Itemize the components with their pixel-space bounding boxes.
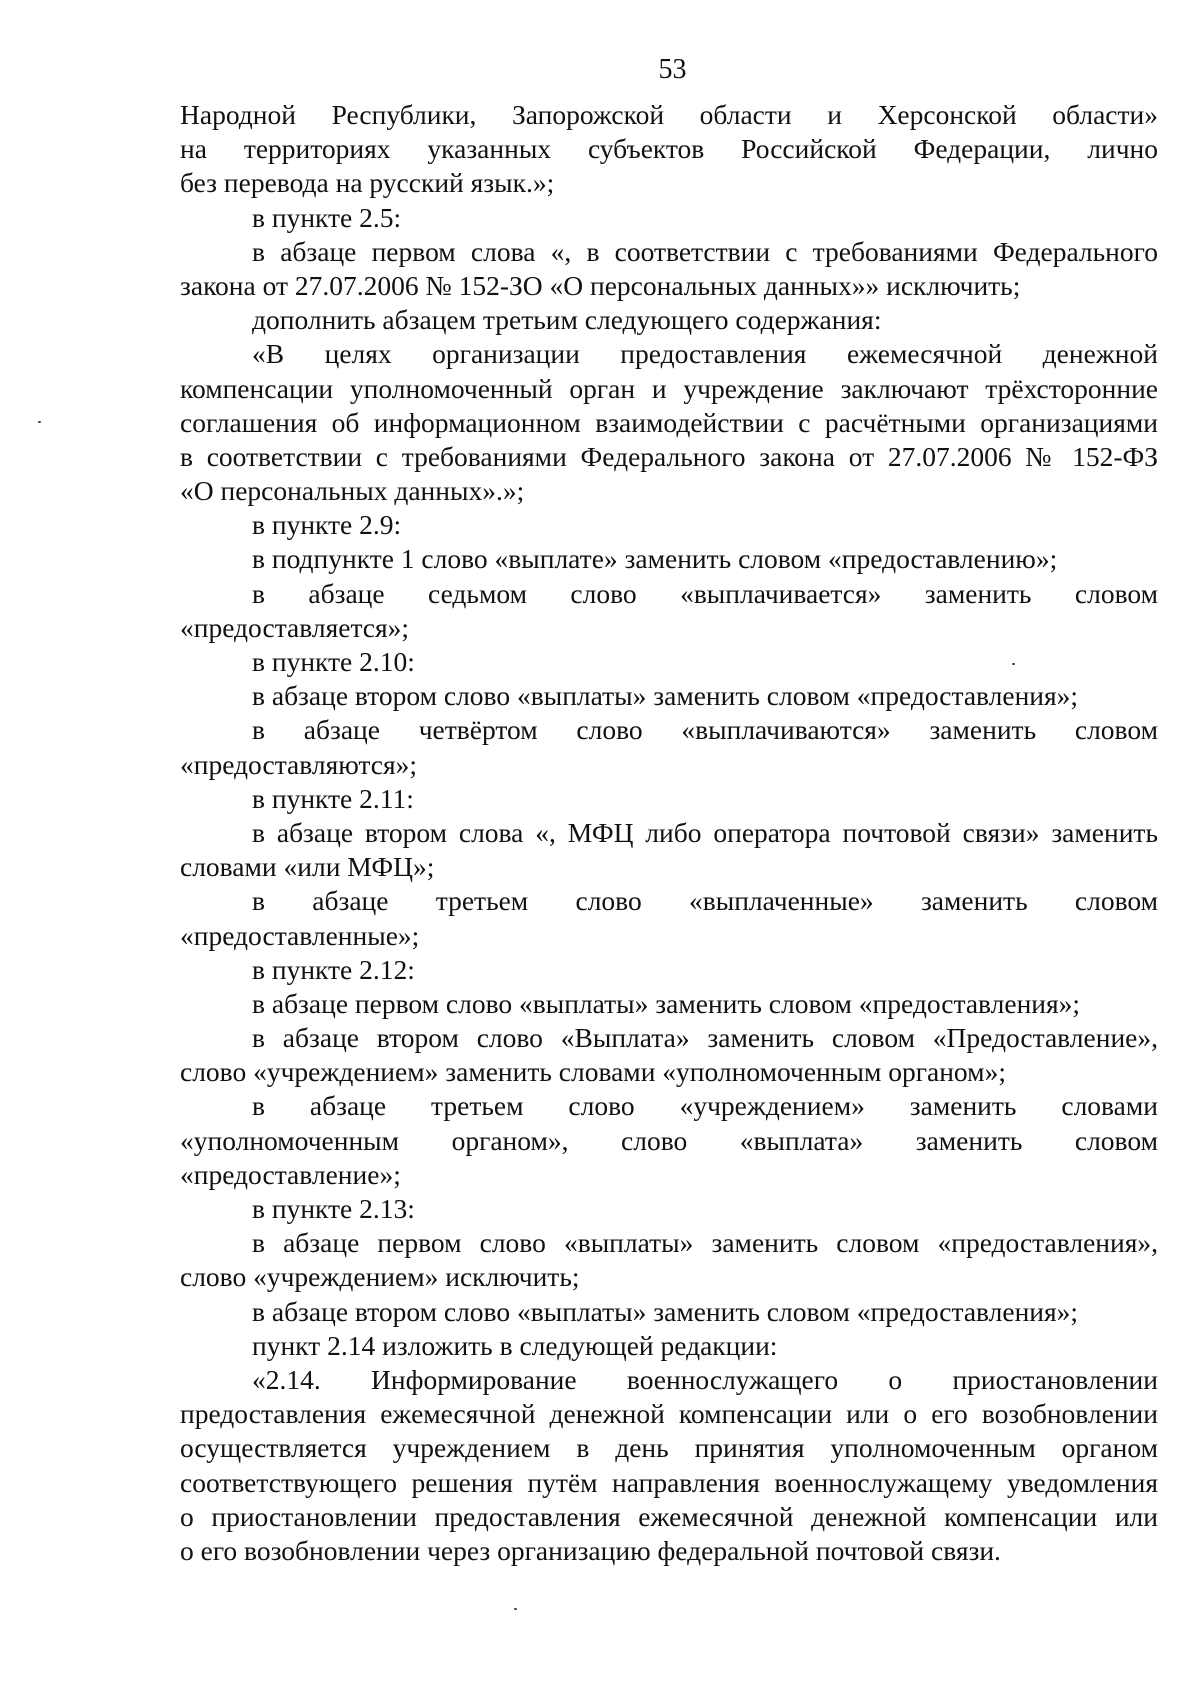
text-line: в абзаце третьем слово «учреждением» заменить словами <box>252 1090 1158 1122</box>
page-number: 53 <box>658 54 687 85</box>
text-line: «предоставление»; <box>180 1158 401 1190</box>
text-line: в пункте 2.13: <box>252 1193 415 1224</box>
scan-speck <box>514 1608 517 1610</box>
text-line: в пункте 2.11: <box>252 782 414 814</box>
text-line: дополнить абзацем третьим следующего содержания: <box>252 304 882 336</box>
text-line: на территориях указанных субъектов Российской Федерации, лично <box>180 133 1158 165</box>
text-line: пункт 2.14 изложить в следующей редакции: <box>252 1329 778 1361</box>
text-line: «предоставленные»; <box>180 919 420 951</box>
text-line: «предоставляются»; <box>180 748 418 780</box>
text-line: «2.14. Информирование военнослужащего о приостановлении <box>252 1363 1158 1395</box>
text-line: в абзаце втором слово «выплаты» заменить словом «предоставления»; <box>252 1295 1079 1327</box>
text-line: предоставления ежемесячной денежной компенсации или о его возобновлении <box>180 1398 1158 1430</box>
text-line: словами «или МФЦ»; <box>180 851 435 883</box>
text-line: о его возобновлении через организацию федеральной почтовой связи. <box>180 1534 1001 1566</box>
text-line: в абзаце первом слова «, в соответствии с требованиями Федерального <box>252 235 1158 267</box>
text-line: слово «учреждением» заменить словами «уполномоченным органом»; <box>180 1056 1006 1088</box>
text-line: в пункте 2.10: <box>252 646 415 677</box>
text-line: компенсации уполномоченный орган и учреждение заключают трёхсторонние <box>180 372 1158 404</box>
text-line: Народной Республики, Запорожской области и Херсонской области» <box>180 99 1158 130</box>
text-line: в абзаце четвёртом слово «выплачиваются» заменить словом <box>252 714 1158 746</box>
text-line: в абзаце втором слово «выплаты» заменить словом «предоставления»; <box>252 680 1079 712</box>
text-line: в соответствии с требованиями Федерального закона от 27.07.2006 № 152-ФЗ <box>180 440 1158 472</box>
text-line: без перевода на русский язык.»; <box>180 167 555 199</box>
text-line: в абзаце первом слово «выплаты» заменить словом «предоставления», <box>252 1227 1158 1259</box>
text-line: в подпункте 1 слово «выплате» заменить словом «предоставлению»; <box>252 543 1058 575</box>
text-line: слово «учреждением» исключить; <box>180 1261 580 1293</box>
text-line: в пункте 2.12: <box>252 953 415 985</box>
text-line: в абзаце первом слово «выплаты» заменить словом «предоставления»; <box>252 987 1081 1019</box>
text-line: закона от 27.07.2006 № 152-ЗО «О персональных данных»» исключить; <box>180 269 1021 301</box>
text-line: в пункте 2.9: <box>252 509 402 541</box>
text-line: осуществляется учреждением в день принятия уполномоченным органом <box>180 1432 1158 1464</box>
text-line: в абзаце третьем слово «выплаченные» заменить словом <box>252 885 1158 917</box>
text-line: о приостановлении предоставления ежемесячной денежной компенсации или <box>180 1500 1158 1532</box>
text-line: в пункте 2.5: <box>252 201 402 233</box>
text-line: «О персональных данных».»; <box>180 475 525 507</box>
text-line: «уполномоченным органом», слово «выплата» заменить словом <box>180 1124 1158 1156</box>
text-line: «В целях организации предоставления ежемесячной денежной <box>252 338 1158 370</box>
text-line: «предоставляется»; <box>180 611 410 643</box>
text-line: соответствующего решения путём направления военнослужащему уведомления <box>180 1466 1158 1498</box>
scan-speck <box>1012 663 1015 665</box>
text-line: в абзаце втором слова «, МФЦ либо оператора почтовой связи» заменить <box>252 816 1158 848</box>
text-line: в абзаце втором слово «Выплата» заменить словом «Предоставление», <box>252 1022 1158 1054</box>
text-line: в абзаце седьмом слово «выплачивается» заменить словом <box>252 577 1158 609</box>
document-body <box>180 98 1158 1568</box>
text-line: соглашения об информационном взаимодействии с расчётными организациями <box>180 406 1158 438</box>
scan-speck <box>38 421 41 423</box>
